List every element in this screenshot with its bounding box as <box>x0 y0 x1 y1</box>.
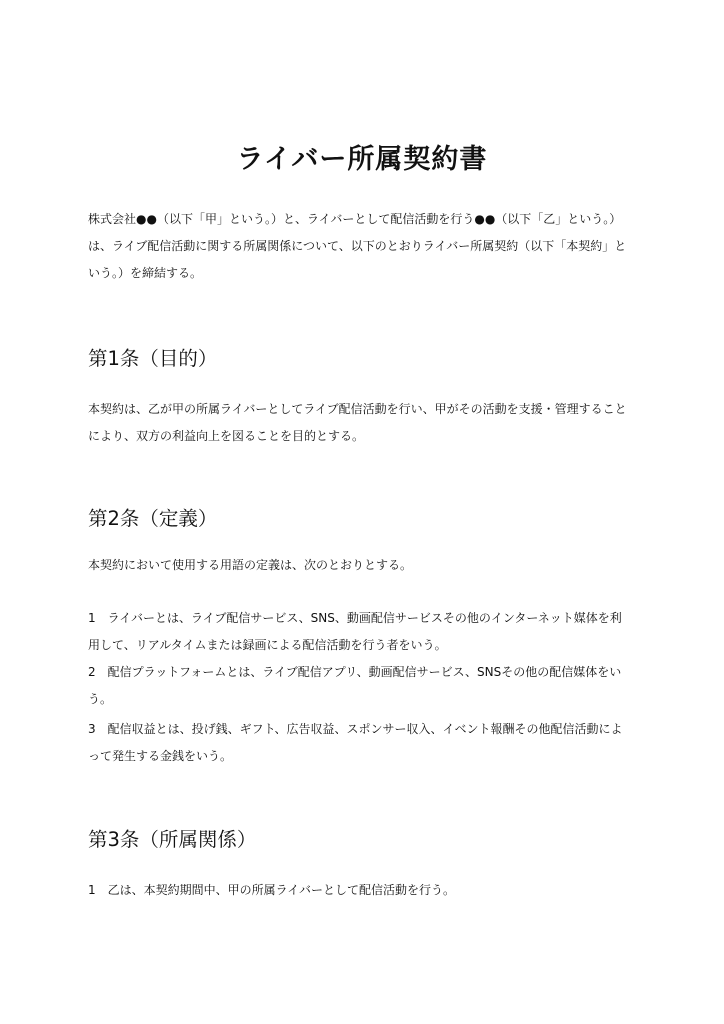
article-1-heading: 第1条（目的） <box>88 347 218 370</box>
article-3-item-1 <box>88 877 648 904</box>
paragraph-line: 3 配信収益とは、投げ銭、ギフト、広告収益、スポンサー収入、イベント報酬その他配信活動によ <box>88 722 623 736</box>
article-2-heading: 第2条（定義） <box>88 507 218 530</box>
paragraph-line: 本契約は、乙が甲の所属ライバーとしてライブ配信活動を行い、甲がその活動を支援・管理すること <box>88 402 627 416</box>
article-3-heading: 第3条（所属関係） <box>88 828 257 851</box>
paragraph-line: 本契約において使用する用語の定義は、次のとおりとする。 <box>88 558 413 572</box>
preamble-line: は、ライブ配信活動に関する所属関係について、以下のとおりライバー所属契約（以下「本契約」と <box>88 239 627 253</box>
paragraph-line: 用して、リアルタイムまたは録画による配信活動を行う者をいう。 <box>88 638 447 652</box>
paragraph-line: って発生する金銭をいう。 <box>88 749 233 763</box>
preamble-paragraph <box>88 206 648 287</box>
paragraph-line: 1 乙は、本契約期間中、甲の所属ライバーとして配信活動を行う。 <box>88 883 456 897</box>
article-2-item-1 <box>88 605 648 659</box>
article-1-paragraph <box>88 396 648 450</box>
article-2-item-2 <box>88 659 648 713</box>
preamble-line: いう。）を締結する。 <box>88 266 203 280</box>
article-2-intro <box>88 552 648 579</box>
preamble-line: 株式会社●●（以下「甲」という。）と、ライバーとして配信活動を行う●●（以下「乙」という。） <box>88 212 622 226</box>
paragraph-line: により、双方の利益向上を図ることを目的とする。 <box>88 429 365 443</box>
document-title: ライバー所属契約書 <box>236 144 488 176</box>
paragraph-line: う。 <box>88 692 113 706</box>
article-2-item-3 <box>88 716 648 770</box>
paragraph-line: 2 配信プラットフォームとは、ライブ配信アプリ、動画配信サービス、SNSその他の配信媒体をい <box>88 665 622 679</box>
paragraph-line: 1 ライバーとは、ライブ配信サービス、SNS、動画配信サービスその他のインターネット媒体を利 <box>88 611 622 625</box>
